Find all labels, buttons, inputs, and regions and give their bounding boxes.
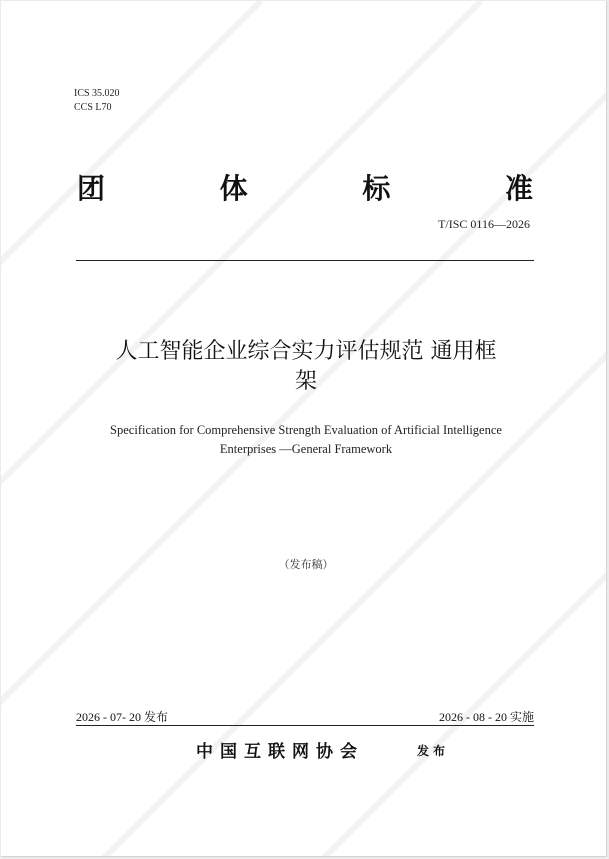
- ccs-code: CCS L70: [74, 102, 112, 113]
- release-label: 发布: [144, 710, 169, 724]
- top-divider: [76, 260, 534, 261]
- draft-status: （发布稿）: [278, 558, 334, 571]
- release-date: 2026 - 07- 20: [76, 710, 141, 724]
- chinese-title: [81, 337, 531, 397]
- implement-date: 2026 - 08 - 20: [438, 710, 507, 724]
- date-row: [76, 708, 534, 725]
- publisher-name: 中国互联网协会: [196, 742, 364, 762]
- ics-code: ICS 35.020: [74, 88, 120, 99]
- standard-type-char-2: 体: [219, 172, 248, 205]
- bottom-divider: [76, 725, 534, 726]
- english-title-line-1: Specification for Comprehensive Strength Evaluation of Artificial Intelligence: [110, 423, 502, 437]
- standard-type-char-3: 标: [362, 172, 391, 205]
- standard-type-char-1: 团: [77, 172, 106, 205]
- classification-codes: [74, 87, 120, 115]
- english-title-line-2: Enterprises —General Framework: [219, 442, 393, 456]
- english-title: [81, 421, 531, 459]
- standard-type-char-4: 准: [504, 172, 533, 205]
- standard-number: T/ISC 0116—2026: [438, 217, 530, 231]
- standard-type-heading: [77, 167, 533, 207]
- publish-label: 发布: [417, 744, 450, 758]
- chinese-title-line-2: 架: [294, 369, 317, 394]
- implement-date-block: [439, 708, 534, 725]
- release-date-block: [76, 708, 168, 725]
- implement-label: 实施: [509, 710, 534, 724]
- document-page: [1, 1, 607, 857]
- chinese-title-line-1: 人工智能企业综合实力评估规范 通用框: [115, 339, 497, 364]
